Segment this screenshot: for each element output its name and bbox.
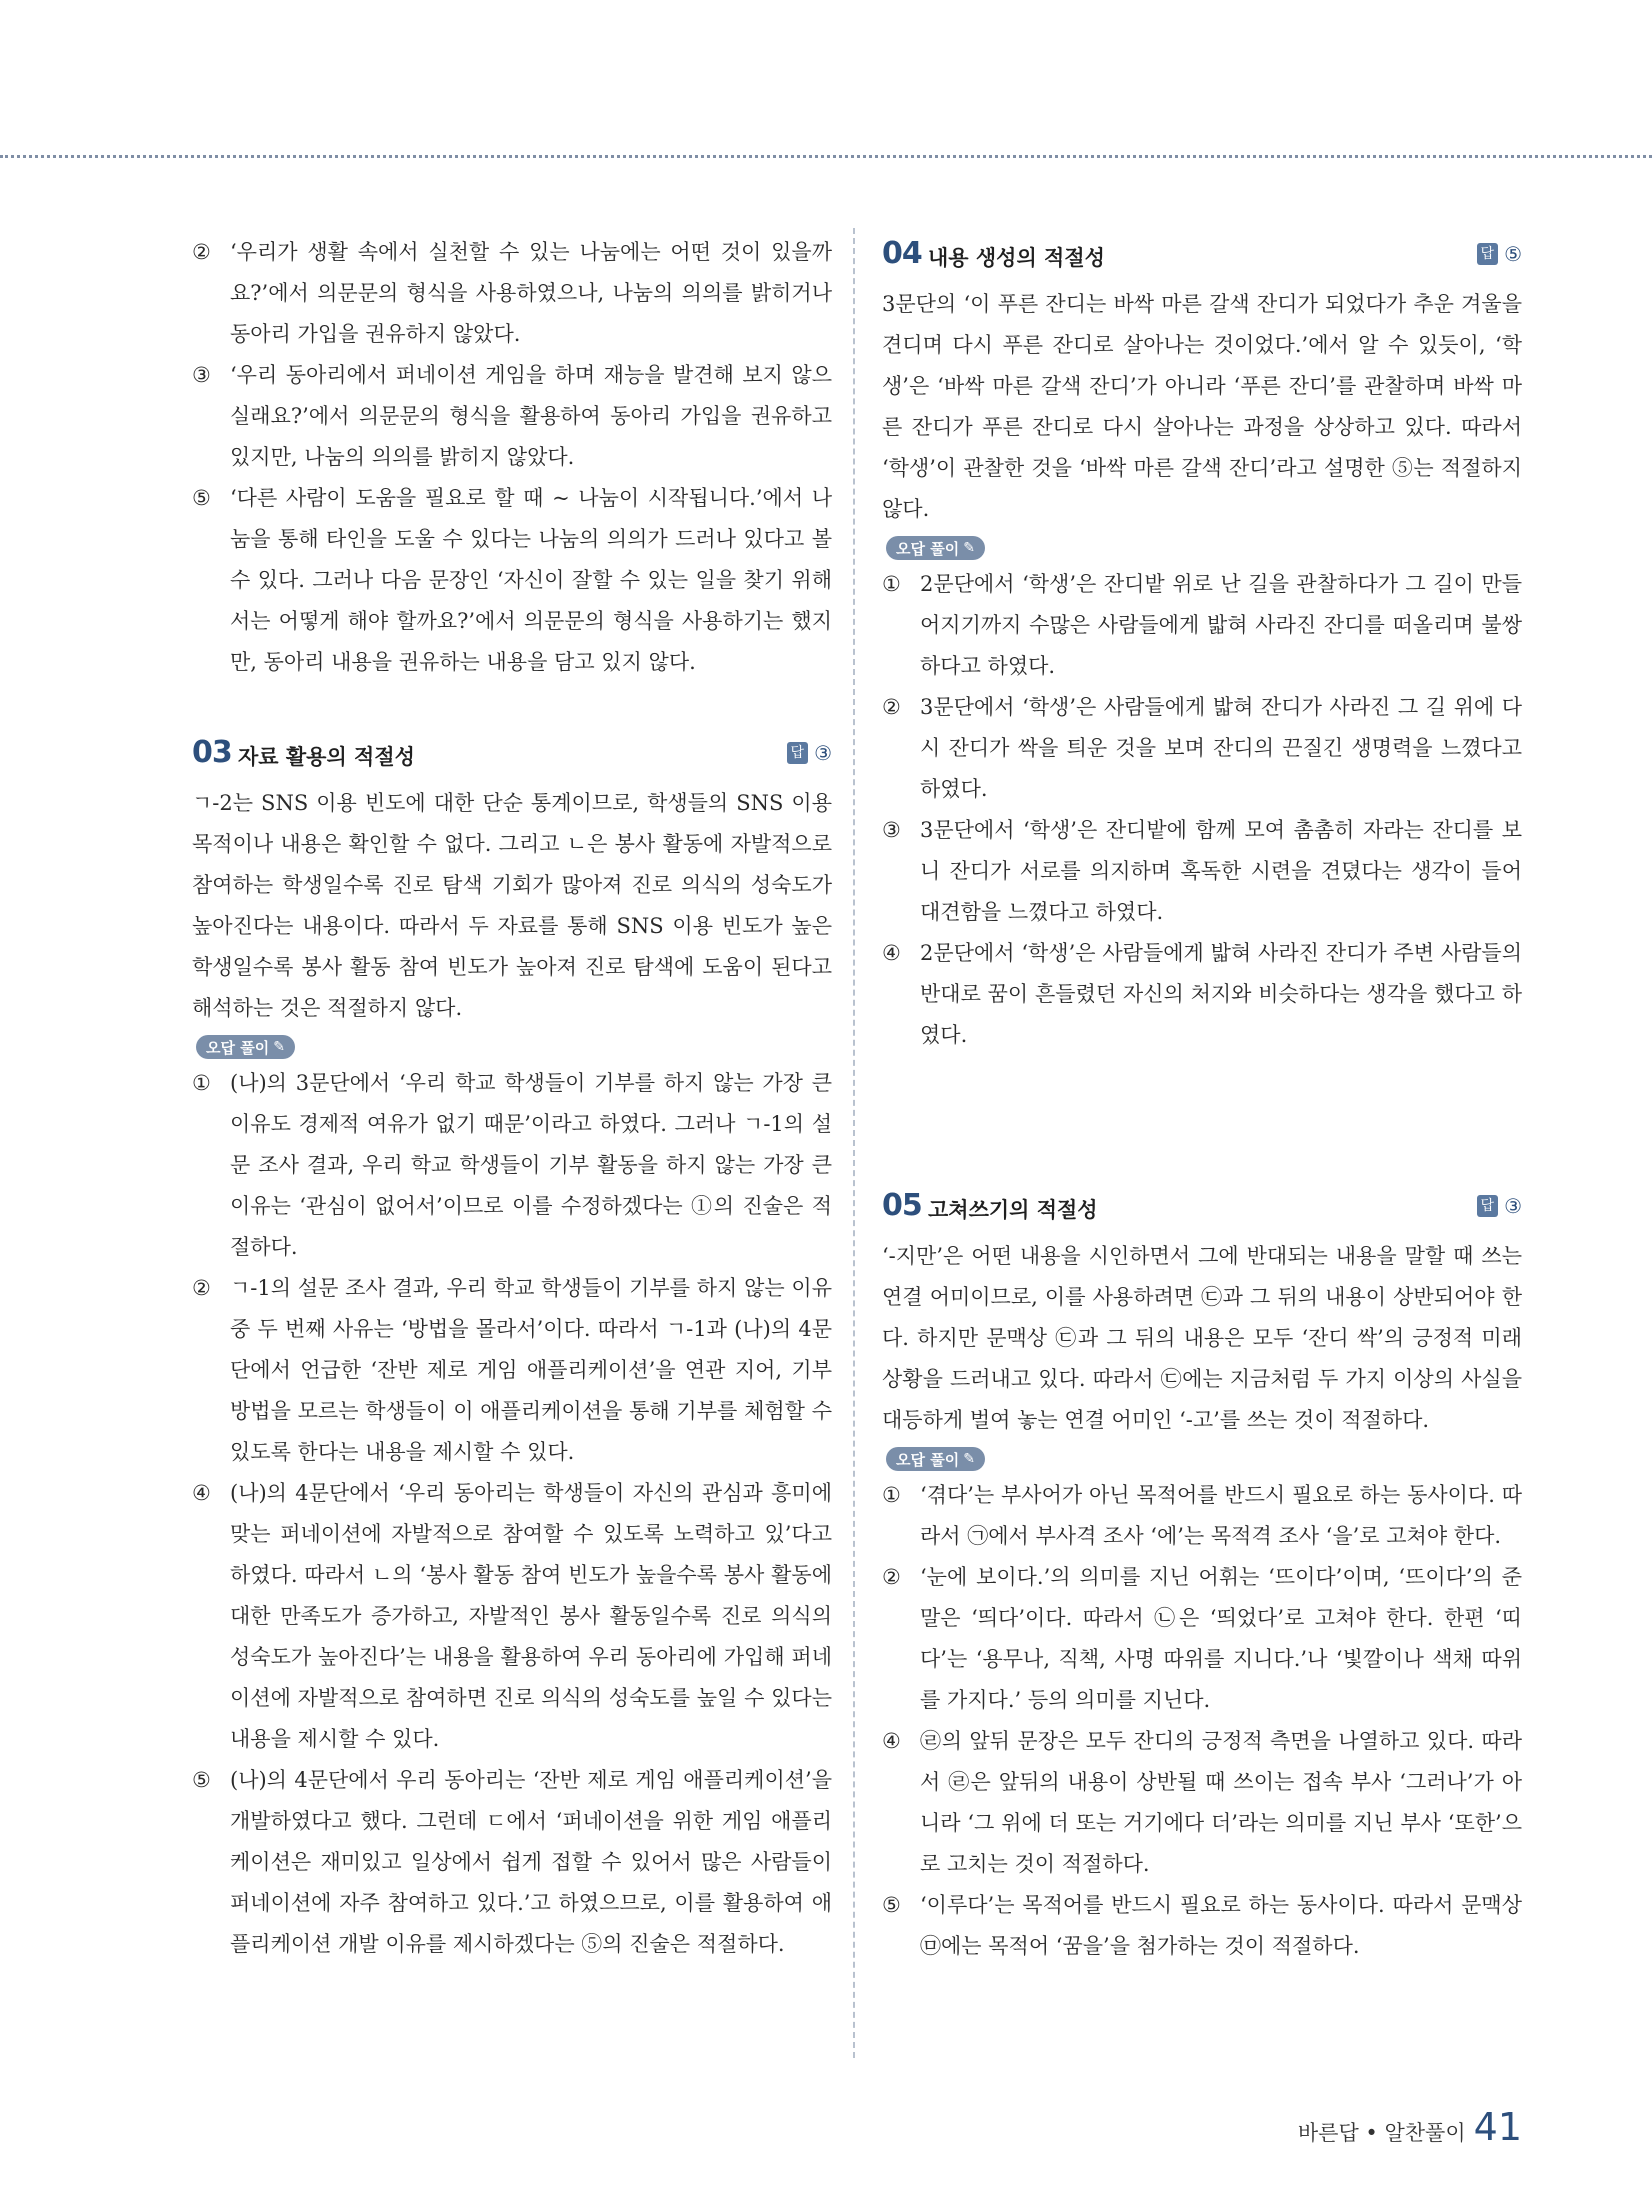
item-text: 3문단에서 ‘학생’은 잔디밭에 함께 모여 촘촘히 자라는 잔디를 보니 잔디가 서로를 의지하며 혹독한 시련을 견뎠다는 생각이 들어 대견함을 느꼈다고 하였다.: [920, 818, 1522, 924]
answer-badge: 답: [1477, 1195, 1499, 1217]
column-divider: [853, 228, 855, 2058]
page-footer: [1298, 2105, 1522, 2149]
item-text: (나)의 4문단에서 우리 동아리는 ‘잔반 제로 게임 애플리케이션’을 개발하였다고 했다. 그런데 ㄷ에서 ‘퍼네이션을 위한 게임 애플리케이션은 재미있고 일상에서 쉽게 접할 수 있어서 많은 사람들이 퍼네이션에 자주 참여하고 있다.’고 하였으므로, 이를 활용하여 애플리케이션 개발 이유를 제시하겠다는 ⑤의 진술은 적절하다.: [230, 1768, 832, 1956]
section-03-header: [192, 731, 832, 783]
item-number: ①: [882, 1483, 901, 1507]
item-text: ㉣의 앞뒤 문장은 모두 잔디의 긍정적 측면을 나열하고 있다. 따라서 ㉣은 앞뒤의 내용이 상반될 때 쓰이는 접속 부사 ‘그러나’가 아니라 ‘그 위에 더 또는 거기에다 더’라는 의미를 지닌 부사 ‘또한’으로 고치는 것이 적절하다.: [920, 1729, 1522, 1876]
odap-label: [886, 1447, 985, 1471]
item-text: 3문단에서 ‘학생’은 사람들에게 밟혀 잔디가 사라진 그 길 위에 다시 잔디가 싹을 틔운 것을 보며 잔디의 끈질긴 생명력을 느꼈다고 하였다.: [920, 695, 1522, 801]
item-number: ⑤: [192, 486, 211, 510]
section-gap: [882, 1056, 1522, 1184]
item-text: ㄱ-1의 설문 조사 결과, 우리 학교 학생들이 기부를 하지 않는 이유 중 두 번째 사유는 ‘방법을 몰라서’이다. 따라서 ㄱ-1과 (나)의 4문단에서 언급한 ‘잔반 제로 게임 애플리케이션’을 연관 지어, 기부 방법을 모르는 학생들이 이 애플리케이션을 통해 기부를 체험할 수 있도록 한다는 내용을 제시할 수 있다.: [230, 1276, 832, 1464]
odap-text: 오답 풀이: [896, 1450, 960, 1469]
left-column: [192, 232, 832, 1965]
list-item: [192, 478, 832, 683]
list-item: [882, 1885, 1522, 1967]
odap-text: 오답 풀이: [896, 539, 960, 558]
item-number: ②: [192, 1276, 211, 1300]
footer-title: 바른답 • 알찬풀이: [1297, 2121, 1466, 2145]
answer-value: ③: [1504, 1194, 1522, 1218]
item-number: ⑤: [192, 1768, 211, 1792]
section-title: 고쳐쓰기의 적절성: [928, 1198, 1098, 1222]
answer-value: ⑤: [1504, 242, 1522, 266]
list-item: [882, 1721, 1522, 1885]
section-number: 03: [192, 735, 232, 770]
item-number: ⑤: [882, 1893, 901, 1917]
pencil-icon: ✎: [963, 540, 975, 556]
answer-box: [1477, 1194, 1522, 1218]
item-number: ④: [882, 1729, 901, 1753]
list-item: [192, 355, 832, 478]
list-item: [192, 1760, 832, 1965]
item-number: ③: [882, 818, 901, 842]
page-number: 41: [1473, 2105, 1522, 2149]
answer-box: [1477, 242, 1522, 266]
item-number: ②: [882, 1565, 901, 1589]
answer-value: ③: [814, 741, 832, 765]
item-number: ④: [192, 1481, 211, 1505]
item-text: 2문단에서 ‘학생’은 잔디밭 위로 난 길을 관찰하다가 그 길이 만들어지기까지 수많은 사람들에게 밟혀 사라진 잔디를 떠올리며 불쌍하다고 하였다.: [920, 572, 1522, 678]
right-column: [882, 232, 1522, 1967]
item-text: ‘우리 동아리에서 퍼네이션 게임을 하며 재능을 발견해 보지 않으실래요?’에서 의문문의 형식을 활용하여 동아리 가입을 권유하고 있지만, 나눔의 의의를 밝히지 않았다.: [230, 363, 832, 469]
section-title: 자료 활용의 적절성: [238, 745, 415, 769]
item-text: 2문단에서 ‘학생’은 사람들에게 밟혀 사라진 잔디가 주변 사람들의 반대로 꿈이 흔들렸던 자신의 처지와 비슷하다는 생각을 했다고 하였다.: [920, 941, 1522, 1047]
list-item: [192, 1473, 832, 1760]
odap-label: [886, 536, 985, 560]
top-dotted-rule: [0, 155, 1652, 158]
section-body: ㄱ-2는 SNS 이용 빈도에 대한 단순 통계이므로, 학생들의 SNS 이용 목적이나 내용은 확인할 수 없다. 그리고 ㄴ은 봉사 활동에 자발적으로 참여하는 학생일수록 진로 탐색 기회가 많아져 진로 의식의 성숙도가 높아진다는 내용이다. 따라서 두 자료를 통해 SNS 이용 빈도가 높은 학생일수록 봉사 활동 참여 빈도가 높아져 진로 탐색에 도움이 된다고 해석하는 것은 적절하지 않다.: [192, 791, 832, 1020]
section-gap: [192, 683, 832, 731]
list-item: [882, 1475, 1522, 1557]
item-number: ③: [192, 363, 211, 387]
section-number: 04: [882, 236, 922, 271]
list-item: [882, 810, 1522, 933]
item-number: ①: [192, 1071, 211, 1095]
item-text: ‘이루다’는 목적어를 반드시 필요로 하는 동사이다. 따라서 문맥상 ㉤에는 목적어 ‘꿈을’을 첨가하는 것이 적절하다.: [920, 1893, 1522, 1958]
item-text: ‘겪다’는 부사어가 아닌 목적어를 반드시 필요로 하는 동사이다. 따라서 ㉠에서 부사격 조사 ‘에’는 목적격 조사 ‘을’로 고쳐야 한다.: [920, 1483, 1522, 1548]
item-text: ‘다른 사람이 도움을 필요로 할 때 ~ 나눔이 시작됩니다.’에서 나눔을 통해 타인을 도울 수 있다는 나눔의 의의가 드러나 있다고 볼 수 있다. 그러나 다음 문장인 ‘자신이 잘할 수 있는 일을 찾기 위해서는 어떻게 해야 할까요?’에서 의문문의 형식을 사용하기는 했지만, 동아리 내용을 권유하는 내용을 담고 있지 않다.: [230, 486, 832, 674]
list-item: [882, 564, 1522, 687]
list-item: [192, 232, 832, 355]
answer-badge: 답: [787, 742, 809, 764]
item-number: ①: [882, 572, 901, 596]
list-item: [192, 1268, 832, 1473]
item-number: ②: [882, 695, 901, 719]
list-item: [882, 933, 1522, 1056]
list-item: [882, 687, 1522, 810]
item-text: ‘눈에 보이다.’의 의미를 지닌 어휘는 ‘뜨이다’이며, ‘뜨이다’의 준말은 ‘띄다’이다. 따라서 ㉡은 ‘띄었다’로 고쳐야 한다. 한편 ‘띠다’는 ‘용무나, 직책, 사명 따위를 지니다.’나 ‘빛깔이나 색채 따위를 가지다.’ 등의 의미를 지닌다.: [920, 1565, 1522, 1712]
odap-label: [196, 1035, 295, 1059]
item-number: ④: [882, 941, 901, 965]
odap-text: 오답 풀이: [206, 1038, 270, 1057]
item-number: ②: [192, 240, 211, 264]
section-title: 내용 생성의 적절성: [928, 246, 1105, 270]
section-04-header: [882, 232, 1522, 284]
item-text: (나)의 4문단에서 ‘우리 동아리는 학생들이 자신의 관심과 흥미에 맞는 퍼네이션에 자발적으로 참여할 수 있도록 노력하고 있’다고 하였다. 따라서 ㄴ의 ‘봉사 활동 참여 빈도가 높을수록 봉사 활동에 대한 만족도가 증가하고, 자발적인 봉사 활동일수록 진로 의식의 성숙도가 높아진다’는 내용을 활용하여 우리 동아리에 가입해 퍼네이션에 자발적으로 참여하면 진로 의식의 성숙도를 높일 수 있다는 내용을 제시할 수 있다.: [230, 1481, 832, 1751]
section-body: ‘-지만’은 어떤 내용을 시인하면서 그에 반대되는 내용을 말할 때 쓰는 연결 어미이므로, 이를 사용하려면 ㉢과 그 뒤의 내용이 상반되어야 한다. 하지만 문맥상 ㉢과 그 뒤의 내용은 모두 ‘잔디 싹’의 긍정적 미래 상황을 드러내고 있다. 따라서 ㉢에는 지금처럼 두 가지 이상의 사실을 대등하게 벌여 놓는 연결 어미인 ‘-고’를 쓰는 것이 적절하다.: [882, 1244, 1522, 1432]
section-number: 05: [882, 1188, 922, 1223]
pencil-icon: ✎: [273, 1039, 285, 1055]
answer-box: [787, 741, 832, 765]
item-text: (나)의 3문단에서 ‘우리 학교 학생들이 기부를 하지 않는 가장 큰 이유도 경제적 여유가 없기 때문’이라고 하였다. 그러나 ㄱ-1의 설문 조사 결과, 우리 학교 학생들이 기부 활동을 하지 않는 가장 큰 이유는 ‘관심이 없어서’이므로 이를 수정하겠다는 ①의 진술은 적절하다.: [230, 1071, 832, 1259]
section-body: 3문단의 ‘이 푸른 잔디는 바싹 마른 갈색 잔디가 되었다가 추운 겨울을 견디며 다시 푸른 잔디로 살아나는 것이었다.’에서 알 수 있듯이, ‘학생’은 ‘바싹 마른 갈색 잔디’가 아니라 ‘푸른 잔디’를 관찰하며 바싹 마른 잔디가 푸른 잔디로 다시 살아나는 과정을 상상하고 있다. 따라서 ‘학생’이 관찰한 것을 ‘바싹 마른 갈색 잔디’라고 설명한 ⑤는 적절하지 않다.: [882, 292, 1522, 521]
list-item: [882, 1557, 1522, 1721]
item-text: ‘우리가 생활 속에서 실천할 수 있는 나눔에는 어떤 것이 있을까요?’에서 의문문의 형식을 사용하였으나, 나눔의 의의를 밝히거나 동아리 가입을 권유하지 않았다.: [230, 240, 832, 346]
answer-badge: 답: [1477, 243, 1499, 265]
section-05-header: [882, 1184, 1522, 1236]
list-item: [192, 1063, 832, 1268]
pencil-icon: ✎: [963, 1451, 975, 1467]
